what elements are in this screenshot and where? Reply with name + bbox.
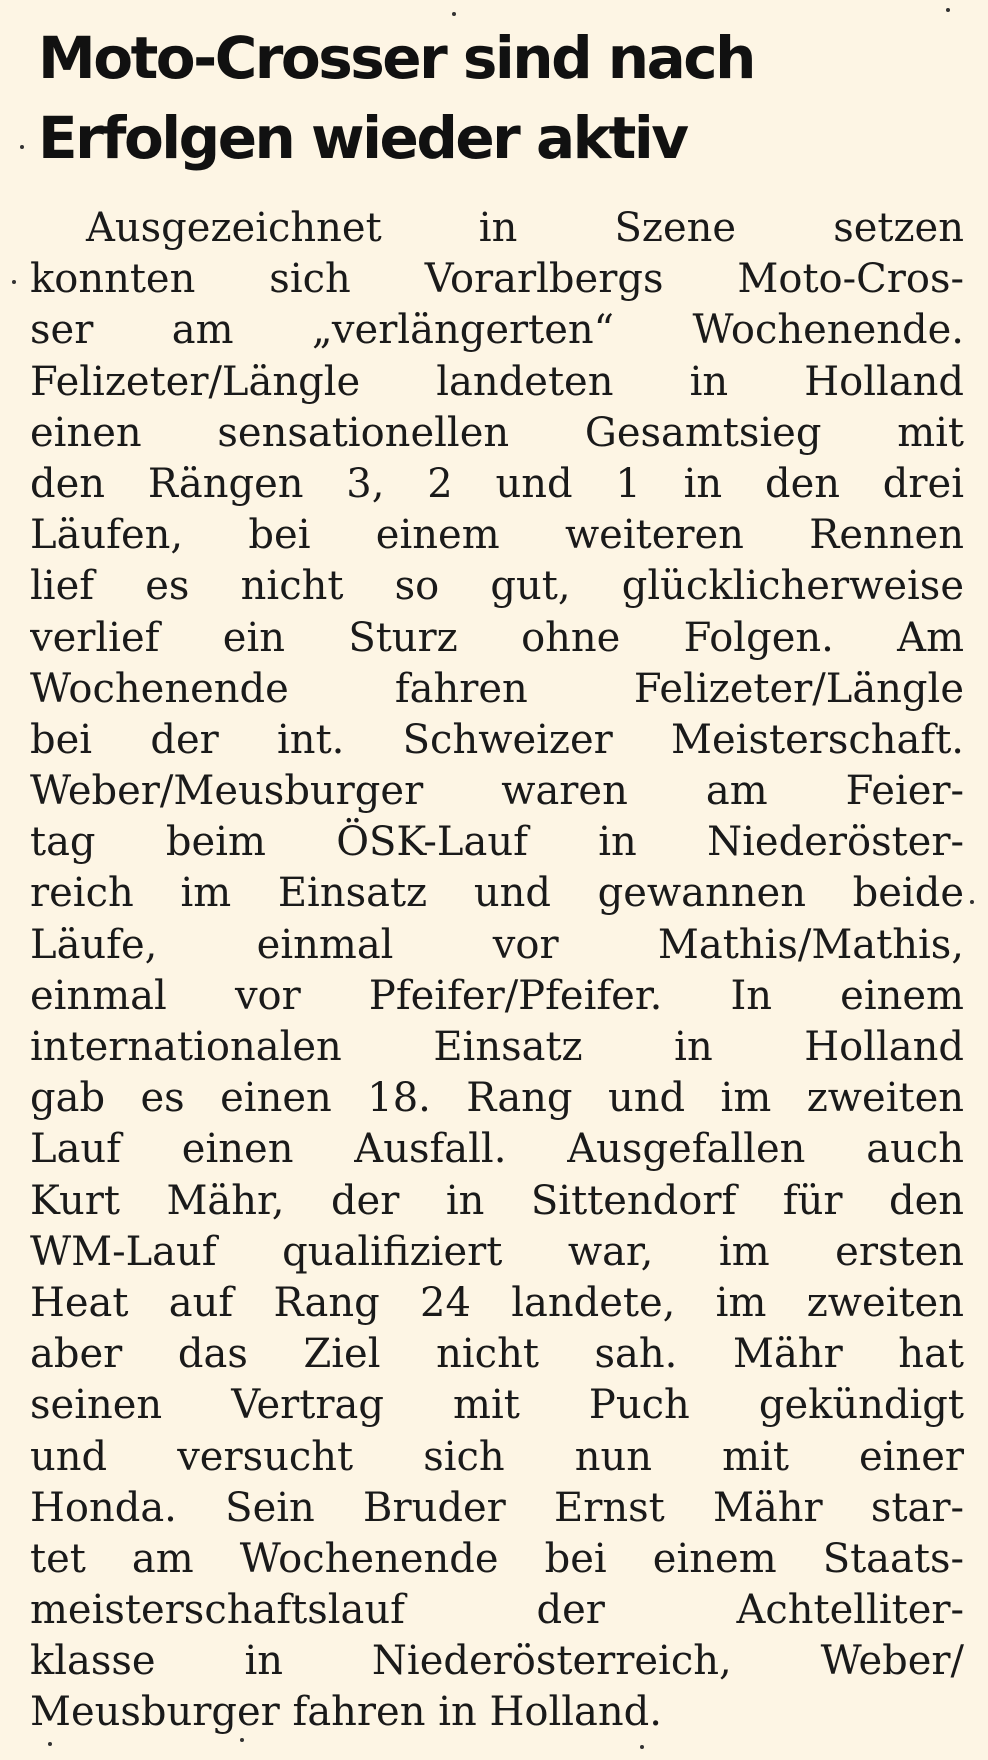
body-line: Lauf einen Ausfall. Ausgefallen auch — [30, 1126, 964, 1173]
body-line: Heat auf Rang 24 landete, im zweiten — [30, 1279, 964, 1326]
body-line: aber das Ziel nicht sah. Mähr hat — [30, 1331, 964, 1378]
headline-line: Moto-Crosser sind nach — [38, 24, 754, 92]
body-line: WM-Lauf qualifiziert war, im ersten — [30, 1228, 964, 1275]
headline-line: Erfolgen wieder aktiv — [38, 104, 687, 172]
scan-speck — [20, 145, 24, 149]
body-line: tet am Wochenende bei einem Staats- — [30, 1535, 964, 1582]
body-line: reich im Einsatz und gewannen beide — [30, 870, 964, 917]
body-line: Kurt Mähr, der in Sittendorf für den — [30, 1177, 964, 1224]
body-line: Ausgezeichnet in Szene setzen — [86, 205, 964, 251]
body-line: verlief ein Sturz ohne Folgen. Am — [30, 614, 964, 661]
body-line: lief es nicht so gut, glücklicherweise — [30, 563, 964, 610]
body-line: gab es einen 18. Rang und im zweiten — [30, 1075, 964, 1122]
body-line: meisterschaftslauf der Achtelliter- — [30, 1587, 964, 1634]
scan-speck — [946, 8, 950, 12]
body-line: tag beim ÖSK-Lauf in Niederöster- — [30, 819, 964, 866]
scan-speck — [970, 900, 974, 904]
body-line: Honda. Sein Bruder Ernst Mähr star- — [30, 1484, 964, 1531]
body-line: den Rängen 3, 2 und 1 in den drei — [30, 460, 964, 507]
scan-speck — [12, 280, 16, 284]
body-line: einmal vor Pfeifer/Pfeifer. In einem — [30, 972, 964, 1019]
article-body — [30, 203, 964, 1739]
body-line: und versucht sich nun mit einer — [30, 1433, 964, 1480]
body-line: Meusburger fahren in Holland. — [30, 1689, 662, 1736]
body-line: seinen Vertrag mit Puch gekündigt — [30, 1382, 964, 1429]
body-line: Wochenende fahren Felizeter/Längle — [30, 665, 964, 712]
body-line: Felizeter/Längle landeten in Holland — [30, 358, 964, 405]
body-line: bei der int. Schweizer Meisterschaft. — [30, 716, 964, 763]
body-line: klasse in Niederösterreich, Weber/ — [30, 1638, 964, 1685]
scan-speck — [640, 1745, 644, 1749]
body-line: konnten sich Vorarlbergs Moto-Cros- — [30, 256, 964, 303]
scan-speck — [452, 12, 456, 16]
body-line: einen sensationellen Gesamtsieg mit — [30, 409, 964, 456]
body-line: Weber/Meusburger waren am Feier- — [30, 768, 964, 815]
scan-speck — [240, 1738, 244, 1742]
body-line: ser am „verlängerten“ Wochenende. — [30, 307, 964, 354]
body-line: Läufe, einmal vor Mathis/Mathis, — [30, 921, 964, 968]
scan-speck — [48, 1742, 52, 1746]
article-headline — [38, 18, 958, 178]
body-line: Läufen, bei einem weiteren Rennen — [30, 512, 964, 559]
body-line: internationalen Einsatz in Holland — [30, 1024, 964, 1070]
